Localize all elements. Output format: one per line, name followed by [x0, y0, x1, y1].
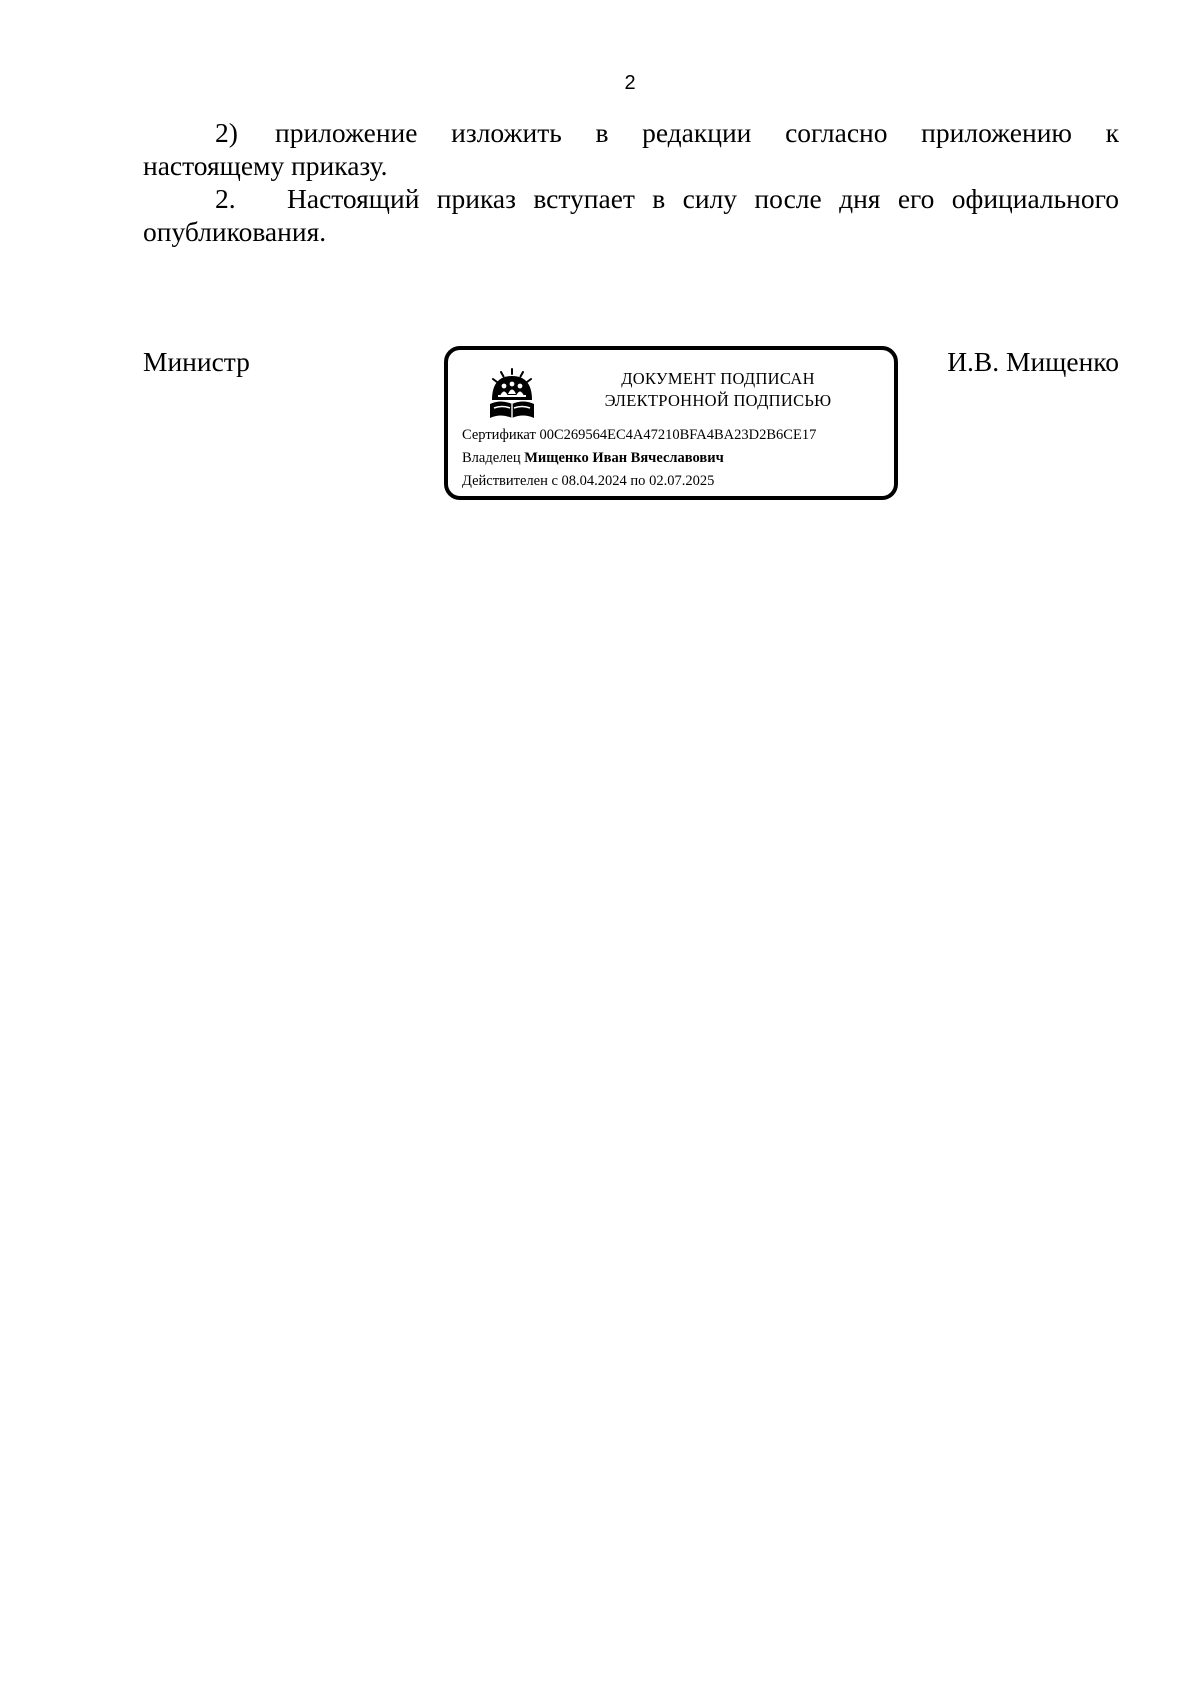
paragraph-clause-2: [143, 182, 1119, 248]
signer-name: И.В. Мищенко: [947, 346, 1119, 377]
item-text-line2: настоящему приказу.: [143, 150, 388, 181]
clause-text-line1: Настоящий приказ вступает в силу после дня его официального: [287, 183, 1119, 214]
owner-value: Мищенко Иван Вячеславович: [524, 450, 724, 466]
stamp-title-line2: ЭЛЕКТРОННОЙ ПОДПИСЬЮ: [604, 391, 832, 410]
certificate-row: [462, 426, 816, 444]
valid-from-date: 08.04.2024: [561, 473, 627, 489]
item-number: 2): [215, 117, 238, 148]
owner-row: [462, 449, 724, 467]
valid-to-label: по: [630, 473, 646, 489]
item-text-line1: приложение изложить в редакции согласно приложению к: [275, 117, 1119, 148]
paragraph-item-2: [143, 116, 1119, 182]
page-number: 2: [624, 72, 636, 94]
stamp-title-line1: ДОКУМЕНТ ПОДПИСАН: [621, 369, 815, 388]
validity-row: [462, 472, 714, 490]
owner-label: Владелец: [462, 450, 521, 466]
clause-number: 2.: [215, 183, 236, 214]
electronic-signature-stamp: [444, 346, 898, 500]
valid-to-date: 02.07.2025: [649, 473, 715, 489]
signer-position: Министр: [143, 346, 250, 377]
certificate-value: 00C269564EC4A47210BFA4BA23D2B6CE17: [539, 427, 817, 443]
clause-text-line2: опубликования.: [143, 216, 327, 247]
certificate-label: Сертификат: [462, 427, 536, 443]
regional-coat-of-arms-icon: [486, 366, 538, 422]
valid-from-label: Действителен с: [462, 473, 558, 489]
